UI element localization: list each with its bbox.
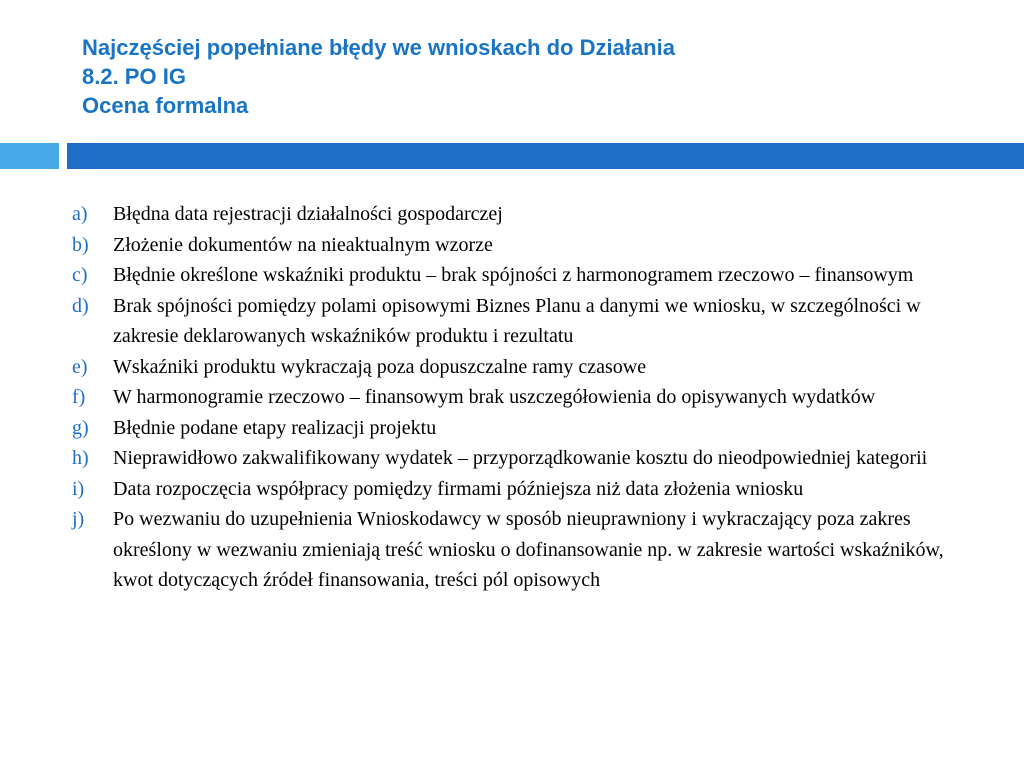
list-marker: e): [72, 355, 88, 378]
list-item: [0, 291, 1024, 352]
list-marker: d): [72, 294, 89, 317]
list-item-text: Złożenie dokumentów na nieaktualnym wzorze: [113, 233, 493, 256]
list-marker: b): [72, 233, 89, 256]
list-item: [0, 230, 1024, 261]
list-item-text: Brak spójności pomiędzy polami opisowymi Biznes Planu a danymi we wniosku, w szczególności w zakresie deklarowanych wskaźników produktu i rezultatu: [113, 294, 921, 347]
list-item: [0, 199, 1024, 230]
list-marker: c): [72, 264, 88, 286]
list-marker: i): [72, 477, 85, 500]
accent-bar-light: [0, 143, 59, 169]
list-item-text: Błędna data rejestracji działalności gospodarczej: [113, 203, 503, 225]
list-item-text: Wskaźniki produktu wykraczają poza dopuszczalne ramy czasowe: [113, 355, 647, 378]
list-item: [0, 443, 1024, 474]
list-item-text: Błędnie określone wskaźniki produktu – brak spójności z harmonogramem rzeczowo – finansowym: [113, 264, 914, 286]
slide-title-line-1: Najczęściej popełniane błędy we wnioskach do Działania: [82, 35, 675, 60]
list-item: [0, 260, 1024, 291]
list-item: [0, 352, 1024, 383]
list-marker: h): [72, 447, 89, 469]
list-item-text: Po wezwaniu do uzupełnienia Wnioskodawcy w sposób nieuprawniony i wykraczający poza zakres określony w wezwaniu zmieniają treść wniosku o dofinansowanie np. w zakresie wartości wskaźników, kwot dotyczących źródeł finansowania, treści pól opisowych: [113, 508, 944, 591]
slide-title: [82, 33, 982, 120]
slide-title-line-3: Ocena formalna: [82, 93, 249, 118]
list-item: [0, 504, 1024, 596]
list-item-text: W harmonogramie rzeczowo – finansowym brak uszczegółowienia do opisywanych wydatków: [113, 386, 876, 408]
list-item: [0, 413, 1024, 444]
list-item: [0, 382, 1024, 413]
list-marker: g): [72, 416, 89, 439]
list-item-text: Błędnie podane etapy realizacji projektu: [113, 416, 437, 439]
list-marker: a): [72, 203, 88, 225]
list-item-text: Data rozpoczęcia współpracy pomiędzy firmami późniejsza niż data złożenia wniosku: [113, 477, 804, 500]
slide-title-line-2: 8.2. PO IG: [82, 64, 186, 89]
list-marker: f): [72, 386, 86, 408]
list-item-text: Nieprawidłowo zakwalifikowany wydatek – przyporządkowanie kosztu do nieodpowiedniej kategorii: [113, 447, 928, 469]
list-marker: j): [72, 508, 85, 530]
error-list: [0, 199, 1024, 596]
list-item: [0, 474, 1024, 505]
accent-bar-dark: [67, 143, 1024, 169]
